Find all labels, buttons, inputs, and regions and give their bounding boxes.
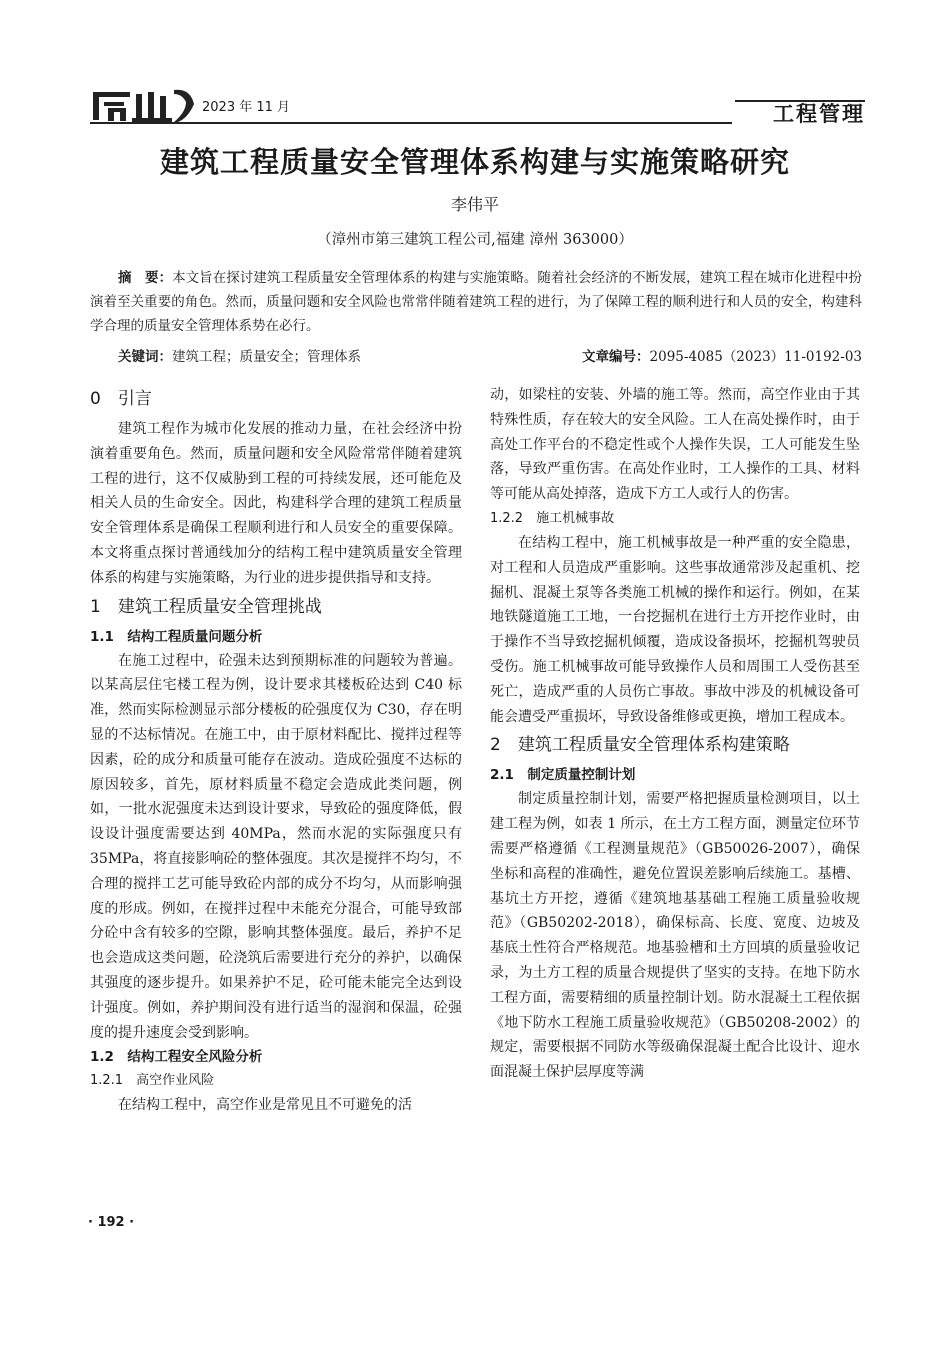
article-number-label: 文章编号： bbox=[582, 349, 650, 365]
journal-logo bbox=[90, 88, 200, 124]
paragraph: 动，如梁柱的安装、外墙的施工等。然而，高空作业由于其特殊性质，存在较大的安全风险。工人在高处操作时，由于高处工作平台的不稳定性或个人操作失误，工人可能发生坠落，导致严重伤害。在高处作业时，工人操作的工具、材料等可能从高处掉落，造成下方工人或行人的伤害。 bbox=[490, 387, 860, 503]
paragraph: 在结构工程中，施工机械事故是一种严重的安全隐患，对工程和人员造成严重影响。这些事故通常涉及起重机、挖掘机、混凝土泵等各类施工机械的操作和运行。例如，在某地铁隧道施工工地，一台挖掘机在进行土方开挖作业时，由于操作不当导致挖掘机倾覆，造成设备损坏，挖掘机驾驶员受伤。施工机械事故可能导致操作人员和周围工人受伤甚至死亡，造成严重的人员伤亡事故。事故中涉及的机械设备可能会遭受严重损坏，导致设备维修或更换，增加工程成本。 bbox=[490, 534, 860, 725]
heading-1-2-2: 1.2.2 施工机械事故 bbox=[490, 510, 615, 526]
abstract bbox=[90, 266, 862, 338]
keywords-text: 建筑工程；质量安全；管理体系 bbox=[172, 349, 361, 365]
heading-section-1: 1 建筑工程质量安全管理挑战 bbox=[90, 596, 322, 617]
abstract-label: 摘 要： bbox=[118, 270, 173, 286]
article-number bbox=[582, 345, 862, 365]
keywords-row bbox=[118, 345, 862, 367]
heading-1-2-1: 1.2.1 高空作业风险 bbox=[90, 1073, 215, 1089]
abstract-text: 本文旨在探讨建筑工程质量安全管理体系的构建与实施策略。随着社会经济的不断发展，建筑工程在城市化进程中扮演着至关重要的角色。然而，质量问题和安全风险也常常伴随着建筑工程的进行，为了保障工程的顺利进行和人员的安全，构建科学合理的质量安全管理体系势在必行。 bbox=[90, 270, 863, 334]
paragraph: 建筑工程作为城市化发展的推动力量，在社会经济中扮演着重要角色。然而，质量问题和安全风险常常伴随着建筑工程的进行，这不仅威胁到工程的可持续发展，还可能危及相关人员的生命安全。因此，构建科学合理的建筑工程质量安全管理体系是确保工程顺利进行和人员安全的重要保障。本文将重点探讨普通线加分的结构工程中建筑质量安全管理体系的构建与实施策略，为行业的进步提供指导和支持。 bbox=[90, 421, 462, 586]
right-column bbox=[490, 383, 860, 1085]
heading-1-1: 1.1 结构工程质量问题分析 bbox=[90, 628, 263, 645]
header-rule bbox=[90, 122, 732, 124]
keywords bbox=[118, 345, 361, 365]
heading-introduction: 0 引言 bbox=[90, 389, 152, 409]
page-number: · 192 · bbox=[88, 1215, 135, 1230]
left-column bbox=[90, 383, 462, 1118]
article-number-text: 2095-4085（2023）11-0192-03 bbox=[649, 349, 862, 365]
paragraph: 在结构工程中，高空作业是常见且不可避免的活 bbox=[118, 1097, 412, 1114]
paragraph: 制定质量控制计划，需要严格把握质量检测项目，以土建工程为例，如表 1 所示，在土方工程方面，测量定位环节需要严格遵循《工程测量规范》（GB50026-2007），确保坐标和高程的准确性，避免位置误差影响后续施工。基槽、基坑土方开挖，遵循《建筑地基基础工程施工质量验收规范》（GB50202-2018），确保标高、长度、宽度、边坡及基底土性符合严格规范。地基验槽和土方回填的质量验收记录，为土方工程的质量合规提供了坚实的支持。在地下防水工程方面，需要精细的质量控制计划。防水混凝土工程依据《地下防水工程施工质量验收规范》（GB50208-2002）的规定，需要根据不同防水等级确保混凝土配合比设计、迎水面混凝土保护层厚度等满 bbox=[490, 791, 860, 1081]
heading-1-2: 1.2 结构工程安全风险分析 bbox=[90, 1049, 263, 1066]
article-title: 建筑工程质量安全管理体系构建与实施策略研究 bbox=[159, 145, 790, 179]
section-tag: 工程管理 bbox=[773, 102, 865, 126]
issue-date: 2023 年 11 月 bbox=[202, 100, 291, 115]
heading-2-1: 2.1 制定质量控制计划 bbox=[490, 767, 636, 784]
author: 李伟平 bbox=[450, 195, 499, 214]
affiliation: （漳州市第三建筑工程公司,福建 漳州 363000） bbox=[317, 232, 633, 248]
heading-section-2: 2 建筑工程质量安全管理体系构建策略 bbox=[490, 735, 790, 756]
paragraph: 在施工过程中，砼强未达到预期标准的问题较为普遍。以某高层住宅楼工程为例，设计要求其楼板砼达到 C40 标准，然而实际检测显示部分楼板的砼强度仅为 C30，存在明显的不达标情况。在施工中，由于原材料配比、搅拌过程等因素，砼的成分和质量可能存在波动。造成砼强度不达标的原因较多，首先，原材料质量不稳定会造成此类问题，例如，一批水泥强度未达到设计要求，导致砼的强度降低，假设设计强度需要达到 40MPa，然而水泥的实际强度只有 35MPa，将直接影响砼的整体强度。其次是搅拌不均匀，不合理的搅拌工艺可能导致砼内部的成分不均匀，从而影响强度的形成。例如，在搅拌过程中未能充分混合，可能导致部分砼中含有较多的空隙，影响其整体强度。最后，养护不足也会造成这类问题，砼浇筑后需要进行充分的养护，以确保其强度的逐步提升。如果养护不足，砼可能未能完全达到设计强度。例如，养护期间没有进行适当的湿润和保温，砼强度的提升速度会受到影响。 bbox=[90, 652, 462, 1041]
page-header bbox=[90, 88, 865, 128]
keywords-label: 关键词： bbox=[118, 349, 172, 365]
